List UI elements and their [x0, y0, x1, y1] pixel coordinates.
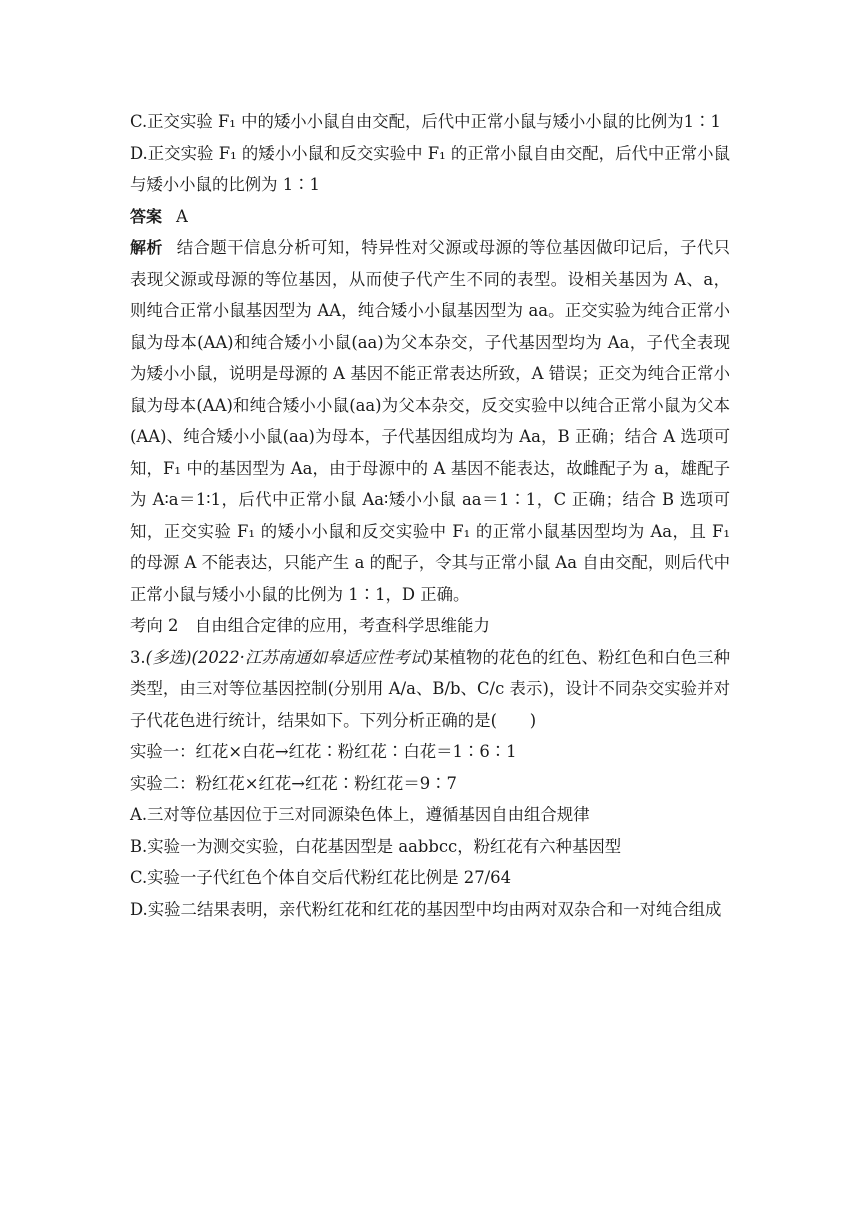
analysis-text: 结合题干信息分析可知，特异性对父源或母源的等位基因做印记后，子代只表现父源或母源的等位基因，从而使子代产生不同的表型。设相关基因为 A、a，则纯合正常小鼠基因型为 AA，纯合矮小小鼠基因型为 aa。正交实验为纯合正常小鼠为母本(AA)和纯合矮小小鼠(aa)为父本杂交，子代基因型均为 Aa，子代全表现为矮小小鼠，说明是母源的 A 基因不能正常表达所致，A 错误；正交为纯合正常小鼠为母本(AA)和纯合矮小小鼠(aa)为父本杂交，反交实验中以纯合正常小鼠为父本(AA)、纯合矮小小鼠(aa)为母本，子代基因组成均为 Aa，B 正确；结合 A 选项可知，F₁ 中的基因型为 Aa，由于母源中的 A 基因不能表达，故雌配子为 a，雄配子为 A∶a＝1∶1，后代中正常小鼠 Aa∶矮小小鼠 aa＝1∶1，C 正确；结合 B 选项可知，正交实验 F₁ 的矮小小鼠和反交实验中 F₁ 的正常小鼠基因型均为 Aa，且 F₁ 的母源 A 不能表达，只能产生 a 的配子，令其与正常小鼠 Aa 自由交配，则后代中正常小鼠与矮小小鼠的比例为 1∶1，D 正确。 [130, 238, 730, 604]
experiment-one: 实验一：红花×白花→红花∶粉红花∶白花＝1∶6∶1 [130, 742, 517, 761]
option-b: B.实验一为测交实验，白花基因型是 aabbcc，粉红花有六种基因型 [130, 836, 622, 856]
answer-value: A [176, 206, 188, 226]
question-tag: (多选)(2022·江苏南通如皋适应性考试) [145, 647, 433, 667]
question-number: 3. [130, 647, 146, 667]
option-c: C.实验一子代红色个体自交后代粉红花比例是 27/64 [130, 868, 512, 887]
answer-label: 答案 [130, 206, 163, 226]
option-d-previous: D.正交实验 F₁ 的矮小小鼠和反交实验中 F₁ 的正常小鼠自由交配，后代中正常小鼠与矮小小鼠的比例为 1∶1 [130, 143, 730, 194]
option-c-previous: C.正交实验 F₁ 中的矮小小鼠自由交配，后代中正常小鼠与矮小小鼠的比例为1∶1 [130, 112, 721, 131]
experiment-two: 实验二：粉红花×红花→红花∶粉红花＝9∶7 [130, 773, 457, 793]
section-heading: 考向 2 自由组合定律的应用，考查科学思维能力 [130, 616, 490, 635]
document-page [130, 106, 730, 925]
option-a: A.三对等位基因位于三对同源染色体上，遵循基因自由组合规律 [130, 805, 590, 824]
question-stem [130, 642, 730, 737]
analysis-paragraph [130, 232, 730, 610]
analysis-label: 解析 [130, 238, 163, 257]
answer-line [130, 201, 730, 233]
option-d: D.实验二结果表明，亲代粉红花和红花的基因型中均由两对双杂合和一对纯合组成 [130, 899, 722, 919]
question-text: 某植物的花色的红色、粉红色和白色三种类型，由三对等位基因控制(分别用 A/a、B/b、C/c 表示)，设计不同杂交实验并对子代花色进行统计，结果如下。下列分析正确的是( ) [130, 647, 730, 730]
